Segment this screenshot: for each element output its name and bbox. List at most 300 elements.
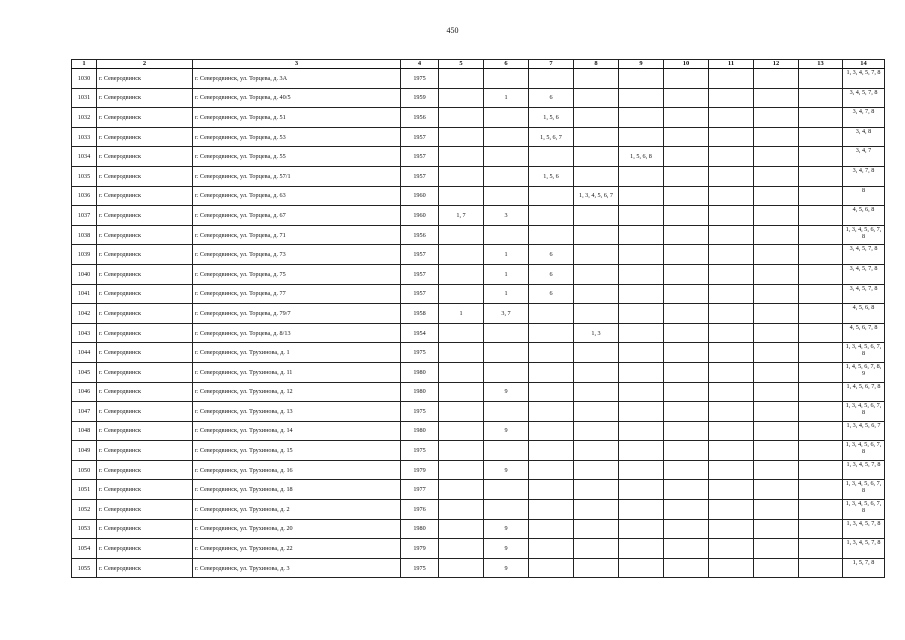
- table-cell: 1046: [72, 382, 97, 402]
- table-cell: [619, 362, 664, 382]
- table-cell: [754, 166, 799, 186]
- table-cell: [799, 402, 843, 422]
- table-cell: [439, 460, 484, 480]
- table-cell: г. Северодвинск, ул. Торцева, д. 8/13: [193, 323, 401, 343]
- table-cell: [574, 127, 619, 147]
- table-cell: [799, 69, 843, 89]
- table-cell: г. Северодвинск: [97, 127, 193, 147]
- table-cell: [619, 108, 664, 128]
- table-cell: [619, 323, 664, 343]
- table-row: [72, 88, 885, 108]
- table-cell: [529, 500, 574, 520]
- table-cell: [574, 539, 619, 559]
- table-cell: г. Северодвинск: [97, 343, 193, 363]
- table-cell: г. Северодвинск: [97, 382, 193, 402]
- table-cell: 1049: [72, 441, 97, 461]
- table-cell: [439, 264, 484, 284]
- table-cell: 1980: [401, 382, 439, 402]
- table-cell: 4, 5, 6, 8: [843, 304, 885, 324]
- table-cell: [799, 127, 843, 147]
- table-cell: [484, 343, 529, 363]
- table-cell: 9: [484, 539, 529, 559]
- table-cell: [574, 441, 619, 461]
- table-cell: [574, 480, 619, 500]
- table-cell: [664, 225, 709, 245]
- table-cell: 3, 7: [484, 304, 529, 324]
- table-cell: [439, 284, 484, 304]
- table-cell: г. Северодвинск, ул. Трухинова, д. 16: [193, 460, 401, 480]
- table-cell: [709, 206, 754, 226]
- table-row: [72, 460, 885, 480]
- table-cell: 1975: [401, 558, 439, 578]
- table-cell: 1975: [401, 343, 439, 363]
- table-cell: [754, 206, 799, 226]
- table-cell: г. Северодвинск: [97, 186, 193, 206]
- table-cell: [664, 166, 709, 186]
- table-cell: 9: [484, 382, 529, 402]
- table-cell: [754, 323, 799, 343]
- table-cell: 1979: [401, 460, 439, 480]
- table-cell: [709, 558, 754, 578]
- table-cell: 1036: [72, 186, 97, 206]
- column-header: 4: [401, 60, 439, 69]
- table-cell: 1, 3, 4, 5, 6, 7, 8: [843, 480, 885, 500]
- table-cell: [529, 343, 574, 363]
- table-cell: 1041: [72, 284, 97, 304]
- table-cell: [484, 127, 529, 147]
- table-cell: 1956: [401, 108, 439, 128]
- table-cell: [439, 343, 484, 363]
- table-cell: 1956: [401, 225, 439, 245]
- table-cell: г. Северодвинск, ул. Торцева, д. 55: [193, 147, 401, 167]
- table-cell: 3, 4, 5, 7, 8: [843, 264, 885, 284]
- column-header: 5: [439, 60, 484, 69]
- table-cell: 1053: [72, 519, 97, 539]
- table-cell: [709, 147, 754, 167]
- table-cell: г. Северодвинск, ул. Трухинова, д. 1: [193, 343, 401, 363]
- table-cell: [529, 206, 574, 226]
- table-cell: 1051: [72, 480, 97, 500]
- table-row: [72, 69, 885, 89]
- table-cell: [619, 558, 664, 578]
- table-cell: г. Северодвинск, ул. Трухинова, д. 20: [193, 519, 401, 539]
- table-row: [72, 402, 885, 422]
- table-cell: [754, 245, 799, 265]
- table-cell: 1960: [401, 186, 439, 206]
- table-cell: г. Северодвинск, ул. Трухинова, д. 3: [193, 558, 401, 578]
- table-cell: [799, 147, 843, 167]
- table-cell: 1957: [401, 245, 439, 265]
- table-cell: [529, 304, 574, 324]
- table-cell: [754, 127, 799, 147]
- table-cell: [799, 245, 843, 265]
- table-cell: [529, 558, 574, 578]
- column-header: 8: [574, 60, 619, 69]
- table-cell: [664, 343, 709, 363]
- table-cell: 1, 3: [574, 323, 619, 343]
- table-cell: [619, 500, 664, 520]
- table-row: [72, 362, 885, 382]
- table-cell: [754, 147, 799, 167]
- table-cell: [709, 225, 754, 245]
- table-cell: 1, 4, 5, 6, 7, 8: [843, 382, 885, 402]
- table-cell: г. Северодвинск: [97, 304, 193, 324]
- table-cell: [574, 166, 619, 186]
- table-cell: [529, 362, 574, 382]
- table-cell: 3, 4, 7, 8: [843, 166, 885, 186]
- table-cell: г. Северодвинск, ул. Торцева, д. 77: [193, 284, 401, 304]
- table-cell: 1980: [401, 362, 439, 382]
- table-cell: [439, 539, 484, 559]
- table-cell: 1042: [72, 304, 97, 324]
- table-cell: г. Северодвинск: [97, 225, 193, 245]
- table-cell: [574, 519, 619, 539]
- table-cell: [799, 441, 843, 461]
- table-cell: 1, 3, 4, 5, 7, 8: [843, 460, 885, 480]
- table-cell: 1044: [72, 343, 97, 363]
- table-cell: г. Северодвинск, ул. Торцева, д. 63: [193, 186, 401, 206]
- table-cell: [709, 362, 754, 382]
- table-cell: 9: [484, 460, 529, 480]
- table-row: [72, 421, 885, 441]
- column-header: 3: [193, 60, 401, 69]
- table-cell: [664, 558, 709, 578]
- table-cell: 9: [484, 519, 529, 539]
- table-cell: 3, 4, 5, 7, 8: [843, 245, 885, 265]
- table-cell: 1980: [401, 519, 439, 539]
- table-cell: 1980: [401, 421, 439, 441]
- table-cell: 1, 5, 7, 8: [843, 558, 885, 578]
- table-cell: [799, 108, 843, 128]
- table-body: [72, 69, 885, 578]
- table-cell: [799, 284, 843, 304]
- table-cell: [754, 264, 799, 284]
- table-cell: 1032: [72, 108, 97, 128]
- table-cell: [709, 88, 754, 108]
- table-cell: [754, 343, 799, 363]
- table-cell: 1957: [401, 147, 439, 167]
- table-cell: 3, 4, 5, 7, 8: [843, 284, 885, 304]
- table-cell: 1031: [72, 88, 97, 108]
- table-cell: 1, 5, 6: [529, 108, 574, 128]
- table-cell: [709, 519, 754, 539]
- table-cell: 1, 3, 4, 5, 6, 7, 8: [843, 402, 885, 422]
- table-cell: [619, 69, 664, 89]
- table-cell: [664, 186, 709, 206]
- table-cell: г. Северодвинск: [97, 362, 193, 382]
- table-cell: 1, 3, 4, 5, 6, 7: [843, 421, 885, 441]
- table-cell: [664, 460, 709, 480]
- table-cell: [439, 108, 484, 128]
- table-cell: г. Северодвинск, ул. Торцева, д. 73: [193, 245, 401, 265]
- table-cell: [709, 166, 754, 186]
- table-cell: [664, 382, 709, 402]
- table-cell: [664, 500, 709, 520]
- table-cell: [664, 88, 709, 108]
- table-cell: 1958: [401, 304, 439, 324]
- table-cell: [439, 186, 484, 206]
- table-cell: [529, 519, 574, 539]
- table-cell: [619, 284, 664, 304]
- table-cell: г. Северодвинск, ул. Торцева, д. 53: [193, 127, 401, 147]
- table-cell: [619, 421, 664, 441]
- table-cell: г. Северодвинск, ул. Торцева, д. 57/1: [193, 166, 401, 186]
- table-cell: [574, 343, 619, 363]
- table-cell: г. Северодвинск: [97, 402, 193, 422]
- table-cell: [439, 558, 484, 578]
- table-cell: г. Северодвинск: [97, 558, 193, 578]
- table-cell: [619, 460, 664, 480]
- table-cell: [574, 382, 619, 402]
- table-cell: 1: [439, 304, 484, 324]
- table-cell: [619, 206, 664, 226]
- table-cell: 1, 3, 4, 5, 7, 8: [843, 69, 885, 89]
- table-cell: 1, 3, 4, 5, 6, 7, 8: [843, 500, 885, 520]
- table-cell: [664, 480, 709, 500]
- table-cell: [664, 264, 709, 284]
- table-cell: 1045: [72, 362, 97, 382]
- column-header: 11: [709, 60, 754, 69]
- table-cell: [439, 441, 484, 461]
- table-cell: 1, 7: [439, 206, 484, 226]
- table-cell: [709, 480, 754, 500]
- table-cell: [529, 382, 574, 402]
- table-cell: [619, 264, 664, 284]
- table-cell: [439, 88, 484, 108]
- table-cell: 1050: [72, 460, 97, 480]
- table-cell: [664, 323, 709, 343]
- table-cell: г. Северодвинск, ул. Торцева, д. 67: [193, 206, 401, 226]
- table-cell: [799, 362, 843, 382]
- table-cell: [439, 402, 484, 422]
- table-row: [72, 382, 885, 402]
- table-row: [72, 127, 885, 147]
- table-cell: [664, 304, 709, 324]
- table-cell: 4, 5, 6, 8: [843, 206, 885, 226]
- column-header: 13: [799, 60, 843, 69]
- table-cell: г. Северодвинск, ул. Трухинова, д. 18: [193, 480, 401, 500]
- table-cell: [484, 441, 529, 461]
- table-cell: [529, 323, 574, 343]
- table-cell: [484, 69, 529, 89]
- table-cell: [619, 402, 664, 422]
- table-cell: [484, 225, 529, 245]
- table-cell: [619, 88, 664, 108]
- table-row: [72, 519, 885, 539]
- table-cell: г. Северодвинск: [97, 441, 193, 461]
- table-cell: [709, 343, 754, 363]
- table-cell: [574, 558, 619, 578]
- table-cell: г. Северодвинск: [97, 147, 193, 167]
- table-cell: [754, 225, 799, 245]
- table-cell: [484, 166, 529, 186]
- table-cell: [439, 166, 484, 186]
- table-cell: г. Северодвинск: [97, 245, 193, 265]
- table-cell: [574, 460, 619, 480]
- table-cell: г. Северодвинск, ул. Трухинова, д. 12: [193, 382, 401, 402]
- table-cell: [754, 558, 799, 578]
- table-cell: 3, 4, 5, 7, 8: [843, 88, 885, 108]
- table-cell: [754, 539, 799, 559]
- table-cell: [799, 206, 843, 226]
- table-cell: [664, 402, 709, 422]
- table-cell: [484, 108, 529, 128]
- table-cell: [664, 147, 709, 167]
- table-cell: [754, 500, 799, 520]
- table-cell: г. Северодвинск: [97, 539, 193, 559]
- table-cell: [439, 127, 484, 147]
- column-header: 1: [72, 60, 97, 69]
- table-cell: 1957: [401, 264, 439, 284]
- table-cell: [799, 166, 843, 186]
- table-cell: [799, 558, 843, 578]
- table-cell: [709, 323, 754, 343]
- table-cell: [709, 304, 754, 324]
- table-cell: 1033: [72, 127, 97, 147]
- table-cell: 1960: [401, 206, 439, 226]
- table-cell: [439, 323, 484, 343]
- table-cell: [439, 147, 484, 167]
- table-cell: [484, 323, 529, 343]
- table-cell: г. Северодвинск: [97, 421, 193, 441]
- table-cell: 6: [529, 264, 574, 284]
- table-cell: г. Северодвинск, ул. Торцева, д. 79/7: [193, 304, 401, 324]
- table-cell: г. Северодвинск: [97, 323, 193, 343]
- table-cell: [754, 304, 799, 324]
- table-cell: [709, 108, 754, 128]
- table-cell: [574, 264, 619, 284]
- table-cell: [799, 460, 843, 480]
- table-cell: г. Северодвинск, ул. Торцева, д. 75: [193, 264, 401, 284]
- table-cell: [484, 500, 529, 520]
- column-header: 10: [664, 60, 709, 69]
- table-cell: 3, 4, 7: [843, 147, 885, 167]
- table-cell: [709, 264, 754, 284]
- table-cell: 1: [484, 88, 529, 108]
- table-cell: 1, 4, 5, 6, 7, 8, 9: [843, 362, 885, 382]
- table-row: [72, 323, 885, 343]
- table-cell: [529, 460, 574, 480]
- table-cell: г. Северодвинск: [97, 480, 193, 500]
- table-cell: [529, 147, 574, 167]
- table-cell: [484, 402, 529, 422]
- table-cell: [574, 245, 619, 265]
- table-cell: 1034: [72, 147, 97, 167]
- table-cell: [619, 539, 664, 559]
- table-cell: [709, 402, 754, 422]
- table-cell: [799, 186, 843, 206]
- table-cell: [529, 539, 574, 559]
- table-cell: [754, 460, 799, 480]
- table-cell: 1038: [72, 225, 97, 245]
- table-cell: [664, 539, 709, 559]
- column-header: 6: [484, 60, 529, 69]
- table-cell: 1957: [401, 166, 439, 186]
- table-cell: г. Северодвинск, ул. Трухинова, д. 13: [193, 402, 401, 422]
- table-cell: [574, 206, 619, 226]
- table-cell: [529, 69, 574, 89]
- table-cell: 1047: [72, 402, 97, 422]
- table-cell: 1, 3, 4, 5, 6, 7, 8: [843, 225, 885, 245]
- table-cell: [664, 519, 709, 539]
- table-cell: 4, 5, 6, 7, 8: [843, 323, 885, 343]
- table-cell: [439, 480, 484, 500]
- table-cell: [574, 225, 619, 245]
- table-cell: [799, 343, 843, 363]
- table-cell: 1959: [401, 88, 439, 108]
- table-cell: 1: [484, 264, 529, 284]
- table-cell: [484, 362, 529, 382]
- table-cell: 1957: [401, 127, 439, 147]
- table-cell: 1052: [72, 500, 97, 520]
- table-cell: [754, 88, 799, 108]
- table-cell: 1, 5, 6, 7: [529, 127, 574, 147]
- table-cell: [439, 362, 484, 382]
- table-cell: [574, 500, 619, 520]
- table-cell: [529, 225, 574, 245]
- table-cell: г. Северодвинск, ул. Торцева, д. 3А: [193, 69, 401, 89]
- table-header-row: [72, 60, 885, 69]
- column-header: 12: [754, 60, 799, 69]
- table-cell: г. Северодвинск, ул. Трухинова, д. 11: [193, 362, 401, 382]
- table-cell: 1055: [72, 558, 97, 578]
- table-cell: г. Северодвинск: [97, 69, 193, 89]
- table-cell: [709, 460, 754, 480]
- table-cell: г. Северодвинск, ул. Трухинова, д. 14: [193, 421, 401, 441]
- table-cell: [619, 304, 664, 324]
- table-cell: [754, 284, 799, 304]
- table-cell: 1975: [401, 69, 439, 89]
- table-cell: [574, 362, 619, 382]
- table-cell: г. Северодвинск, ул. Трухинова, д. 2: [193, 500, 401, 520]
- table-cell: [529, 421, 574, 441]
- table-cell: 1, 3, 4, 5, 6, 7, 8: [843, 343, 885, 363]
- table-cell: [439, 225, 484, 245]
- page-number: 450: [446, 26, 459, 35]
- table-cell: [709, 245, 754, 265]
- table-cell: [664, 127, 709, 147]
- table-cell: г. Северодвинск, ул. Торцева, д. 51: [193, 108, 401, 128]
- table-cell: [529, 186, 574, 206]
- table-row: [72, 343, 885, 363]
- table-cell: 6: [529, 284, 574, 304]
- table-cell: [574, 402, 619, 422]
- table-cell: 1: [484, 284, 529, 304]
- table-row: [72, 108, 885, 128]
- table-cell: [529, 441, 574, 461]
- table-cell: г. Северодвинск: [97, 88, 193, 108]
- table-cell: [619, 166, 664, 186]
- table-cell: [799, 304, 843, 324]
- table-cell: [529, 402, 574, 422]
- table-row: [72, 225, 885, 245]
- table-cell: 1040: [72, 264, 97, 284]
- table-row: [72, 264, 885, 284]
- table-cell: [799, 323, 843, 343]
- table-cell: [574, 147, 619, 167]
- table-cell: [664, 441, 709, 461]
- table-cell: [799, 480, 843, 500]
- table-cell: 1977: [401, 480, 439, 500]
- table-cell: [619, 245, 664, 265]
- table-cell: 8: [843, 186, 885, 206]
- table-cell: [619, 519, 664, 539]
- table-cell: [799, 382, 843, 402]
- table-cell: 9: [484, 421, 529, 441]
- column-header: 9: [619, 60, 664, 69]
- table-cell: г. Северодвинск, ул. Торцева, д. 71: [193, 225, 401, 245]
- table-cell: [439, 421, 484, 441]
